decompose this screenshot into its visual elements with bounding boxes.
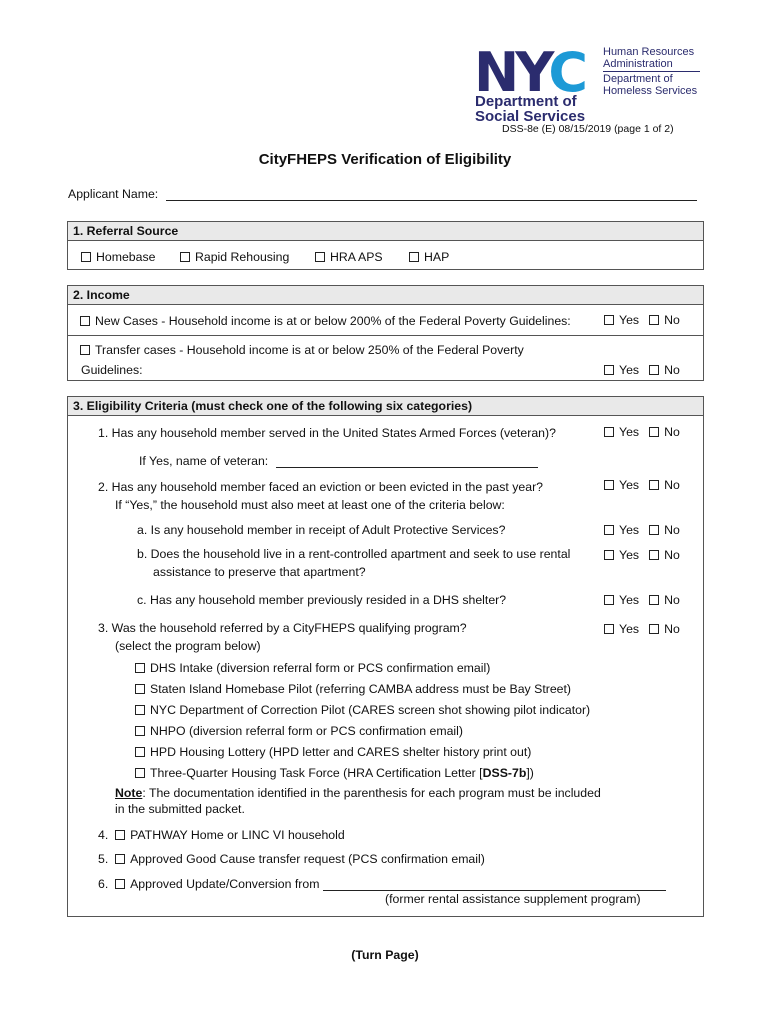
no-option[interactable] — [649, 593, 680, 607]
checkbox[interactable] — [604, 480, 614, 490]
yes-label: Yes — [619, 523, 640, 537]
q6-sub-label: (former rental assistance supplement program) — [385, 892, 641, 906]
program-label: Three-Quarter Housing Task Force (HRA Certification Letter [ — [150, 766, 483, 780]
referral-section — [67, 221, 704, 270]
checkbox[interactable] — [649, 525, 659, 535]
checkbox[interactable] — [649, 550, 659, 560]
veteran-name-label: If Yes, name of veteran: — [139, 454, 269, 468]
form-id: DSS-8e (E) 08/15/2019 (page 1 of 2) — [502, 123, 674, 135]
no-label: No — [664, 363, 680, 377]
income-transfer-label: Transfer cases - Household income is at or below 250% of the Federal Poverty — [95, 343, 524, 357]
income-section — [67, 285, 704, 381]
program-label-end: ]) — [526, 766, 534, 780]
checkbox[interactable] — [604, 550, 614, 560]
q2a-aps: a. Is any household member in receipt of Adult Protective Services? — [137, 523, 506, 537]
veteran-name-row — [139, 454, 538, 468]
eligibility-header: 3. Eligibility Criteria (must check one of the following six categories) — [68, 397, 703, 416]
no-label: No — [664, 548, 680, 562]
agency-divider — [603, 71, 700, 72]
q3-referred: 3. Was the household referred by a CityFHEPS qualifying program? — [98, 621, 467, 635]
referral-option-hra-aps[interactable] — [315, 250, 383, 264]
yes-label: Yes — [619, 478, 640, 492]
income-header: 2. Income — [68, 286, 703, 305]
q3-referred-cont: (select the program below) — [115, 639, 261, 653]
yes-option[interactable] — [604, 622, 639, 636]
veteran-name-field[interactable] — [276, 455, 538, 468]
q2-note: If “Yes,” the household must also meet at least one of the criteria below: — [115, 498, 505, 512]
referral-option-homebase[interactable] — [81, 250, 155, 264]
q6-program-field[interactable] — [323, 878, 666, 891]
program-option-staten-island[interactable] — [135, 682, 571, 696]
checkbox[interactable] — [604, 525, 614, 535]
q1-yes-no — [604, 425, 680, 439]
no-option[interactable] — [649, 523, 680, 537]
no-option[interactable] — [649, 313, 680, 327]
program-option-three-quarter[interactable] — [135, 766, 534, 780]
checkbox[interactable] — [80, 316, 90, 326]
yes-option[interactable] — [604, 478, 639, 492]
program-option-hpd-lottery[interactable] — [135, 745, 531, 759]
q2b-rent-controlled-cont: assistance to preserve that apartment? — [153, 565, 366, 579]
checkbox[interactable] — [649, 595, 659, 605]
nyc-logo-text: NYC — [474, 41, 585, 104]
no-label: No — [664, 425, 680, 439]
option-label: HAP — [424, 250, 450, 264]
note-label: Note — [115, 786, 143, 800]
no-label: No — [664, 523, 680, 537]
checkbox[interactable] — [135, 768, 145, 778]
no-label: No — [664, 478, 680, 492]
program-option-nhpo[interactable] — [135, 724, 463, 738]
checkbox[interactable] — [604, 315, 614, 325]
checkbox[interactable] — [135, 726, 145, 736]
hra-name — [603, 46, 694, 70]
referral-option-hap[interactable] — [409, 250, 449, 264]
checkbox[interactable] — [115, 854, 125, 864]
checkbox[interactable] — [649, 480, 659, 490]
q2c-yes-no — [604, 593, 680, 607]
q4-pathway[interactable] — [98, 828, 345, 842]
checkbox[interactable] — [135, 747, 145, 757]
checkbox[interactable] — [115, 879, 125, 889]
program-label: Staten Island Homebase Pilot (referring CAMBA address must be Bay Street) — [150, 682, 572, 696]
checkbox[interactable] — [604, 595, 614, 605]
q2a-yes-no — [604, 523, 680, 537]
yes-label: Yes — [619, 425, 640, 439]
checkbox[interactable] — [81, 252, 91, 262]
q1-veteran: 1. Has any household member served in the United States Armed Forces (veteran)? — [98, 426, 556, 440]
yes-label: Yes — [619, 593, 640, 607]
no-option[interactable] — [649, 478, 680, 492]
hra-line2: Administration — [603, 58, 673, 70]
q2-eviction: 2. Has any household member faced an eviction or been evicted in the past year? — [98, 480, 544, 494]
applicant-name-label: Applicant Name: — [68, 187, 159, 201]
q2b-yes-no — [604, 548, 680, 562]
note-text: : The documentation identified in the parenthesis for each program must be included — [142, 786, 601, 800]
yes-option[interactable] — [604, 425, 639, 439]
program-label: HPD Housing Lottery (HPD letter and CARES shelter history print out) — [150, 745, 532, 759]
dss-dept-line1: Department of — [475, 93, 577, 110]
checkbox[interactable] — [649, 315, 659, 325]
dhs-line1: Department of — [603, 73, 673, 85]
yes-option[interactable] — [604, 363, 639, 377]
no-option[interactable] — [649, 425, 680, 439]
program-option-doc-pilot[interactable] — [135, 703, 590, 717]
checkbox[interactable] — [180, 252, 190, 262]
applicant-name-field[interactable] — [166, 188, 697, 201]
checkbox[interactable] — [135, 663, 145, 673]
checkbox[interactable] — [649, 365, 659, 375]
program-label: NYC Department of Correction Pilot (CARES screen shot showing pilot indicator) — [150, 703, 591, 717]
hra-line1: Human Resources — [603, 46, 695, 58]
applicant-name-row — [68, 187, 697, 201]
q6-label: Approved Update/Conversion from — [130, 877, 320, 891]
q4-label: PATHWAY Home or LINC VI household — [130, 828, 345, 842]
eligibility-section — [67, 396, 704, 917]
yes-label: Yes — [619, 363, 640, 377]
yes-option[interactable] — [604, 593, 639, 607]
yes-option[interactable] — [604, 548, 639, 562]
checkbox[interactable] — [409, 252, 419, 262]
option-label: HRA APS — [330, 250, 383, 264]
q5-label: Approved Good Cause transfer request (PCS confirmation email) — [130, 852, 485, 866]
income-transfer-yes-no — [604, 363, 680, 377]
income-new-cases-label: New Cases - Household income is at or below 200% of the Federal Poverty Guidelines: — [95, 314, 571, 328]
q6-update-conversion[interactable] — [98, 877, 666, 891]
income-new-cases-yes-no — [604, 313, 680, 327]
yes-option[interactable] — [604, 523, 639, 537]
checkbox[interactable] — [649, 427, 659, 437]
checkbox[interactable] — [135, 705, 145, 715]
note-line — [115, 786, 601, 800]
checkbox[interactable] — [315, 252, 325, 262]
program-label: NHPO (diversion referral form or PCS confirmation email) — [150, 724, 463, 738]
checkbox[interactable] — [80, 345, 90, 355]
income-transfer-cases[interactable] — [80, 343, 524, 357]
no-label: No — [664, 622, 680, 636]
dhs-name — [603, 73, 697, 97]
dss-dept-line2: Social Services — [475, 108, 586, 125]
q4-number: 4. — [98, 828, 109, 842]
dhs-line2: Homeless Services — [603, 85, 698, 97]
no-option[interactable] — [649, 622, 680, 636]
program-label: DHS Intake (diversion referral form or PCS confirmation email) — [150, 661, 491, 675]
yes-label: Yes — [619, 313, 640, 327]
yes-label: Yes — [619, 622, 640, 636]
option-label: Homebase — [96, 250, 156, 264]
q2b-rent-controlled: b. Does the household live in a rent-controlled apartment and seek to use rental — [137, 547, 571, 561]
checkbox[interactable] — [604, 365, 614, 375]
q5-number: 5. — [98, 852, 109, 866]
no-option[interactable] — [649, 548, 680, 562]
page-title: CityFHEPS Verification of Eligibility — [258, 151, 512, 168]
q5-good-cause[interactable] — [98, 852, 485, 866]
q2-yes-no — [604, 478, 680, 492]
checkbox[interactable] — [604, 427, 614, 437]
q2c-dhs-shelter: c. Has any household member previously resided in a DHS shelter? — [137, 593, 507, 607]
yes-label: Yes — [619, 548, 640, 562]
q6-number: 6. — [98, 877, 109, 891]
checkbox[interactable] — [135, 684, 145, 694]
referral-option-rapid-rehousing[interactable] — [180, 250, 289, 264]
checkbox[interactable] — [115, 830, 125, 840]
dss-logo-text — [475, 94, 585, 124]
note-line-cont: in the submitted packet. — [115, 802, 245, 816]
turn-page: (Turn Page) — [351, 948, 419, 962]
income-transfer-label-cont: Guidelines: — [81, 363, 143, 377]
yes-option[interactable] — [604, 313, 639, 327]
no-label: No — [664, 593, 680, 607]
income-new-cases[interactable] — [80, 314, 571, 328]
income-divider — [68, 335, 703, 336]
no-option[interactable] — [649, 363, 680, 377]
program-option-dhs-intake[interactable] — [135, 661, 490, 675]
referral-header: 1. Referral Source — [68, 222, 703, 241]
checkbox[interactable] — [604, 624, 614, 634]
program-label-bold: DSS-7b — [482, 766, 527, 780]
option-label: Rapid Rehousing — [195, 250, 290, 264]
q3-yes-no — [604, 622, 680, 636]
no-label: No — [664, 313, 680, 327]
checkbox[interactable] — [649, 624, 659, 634]
